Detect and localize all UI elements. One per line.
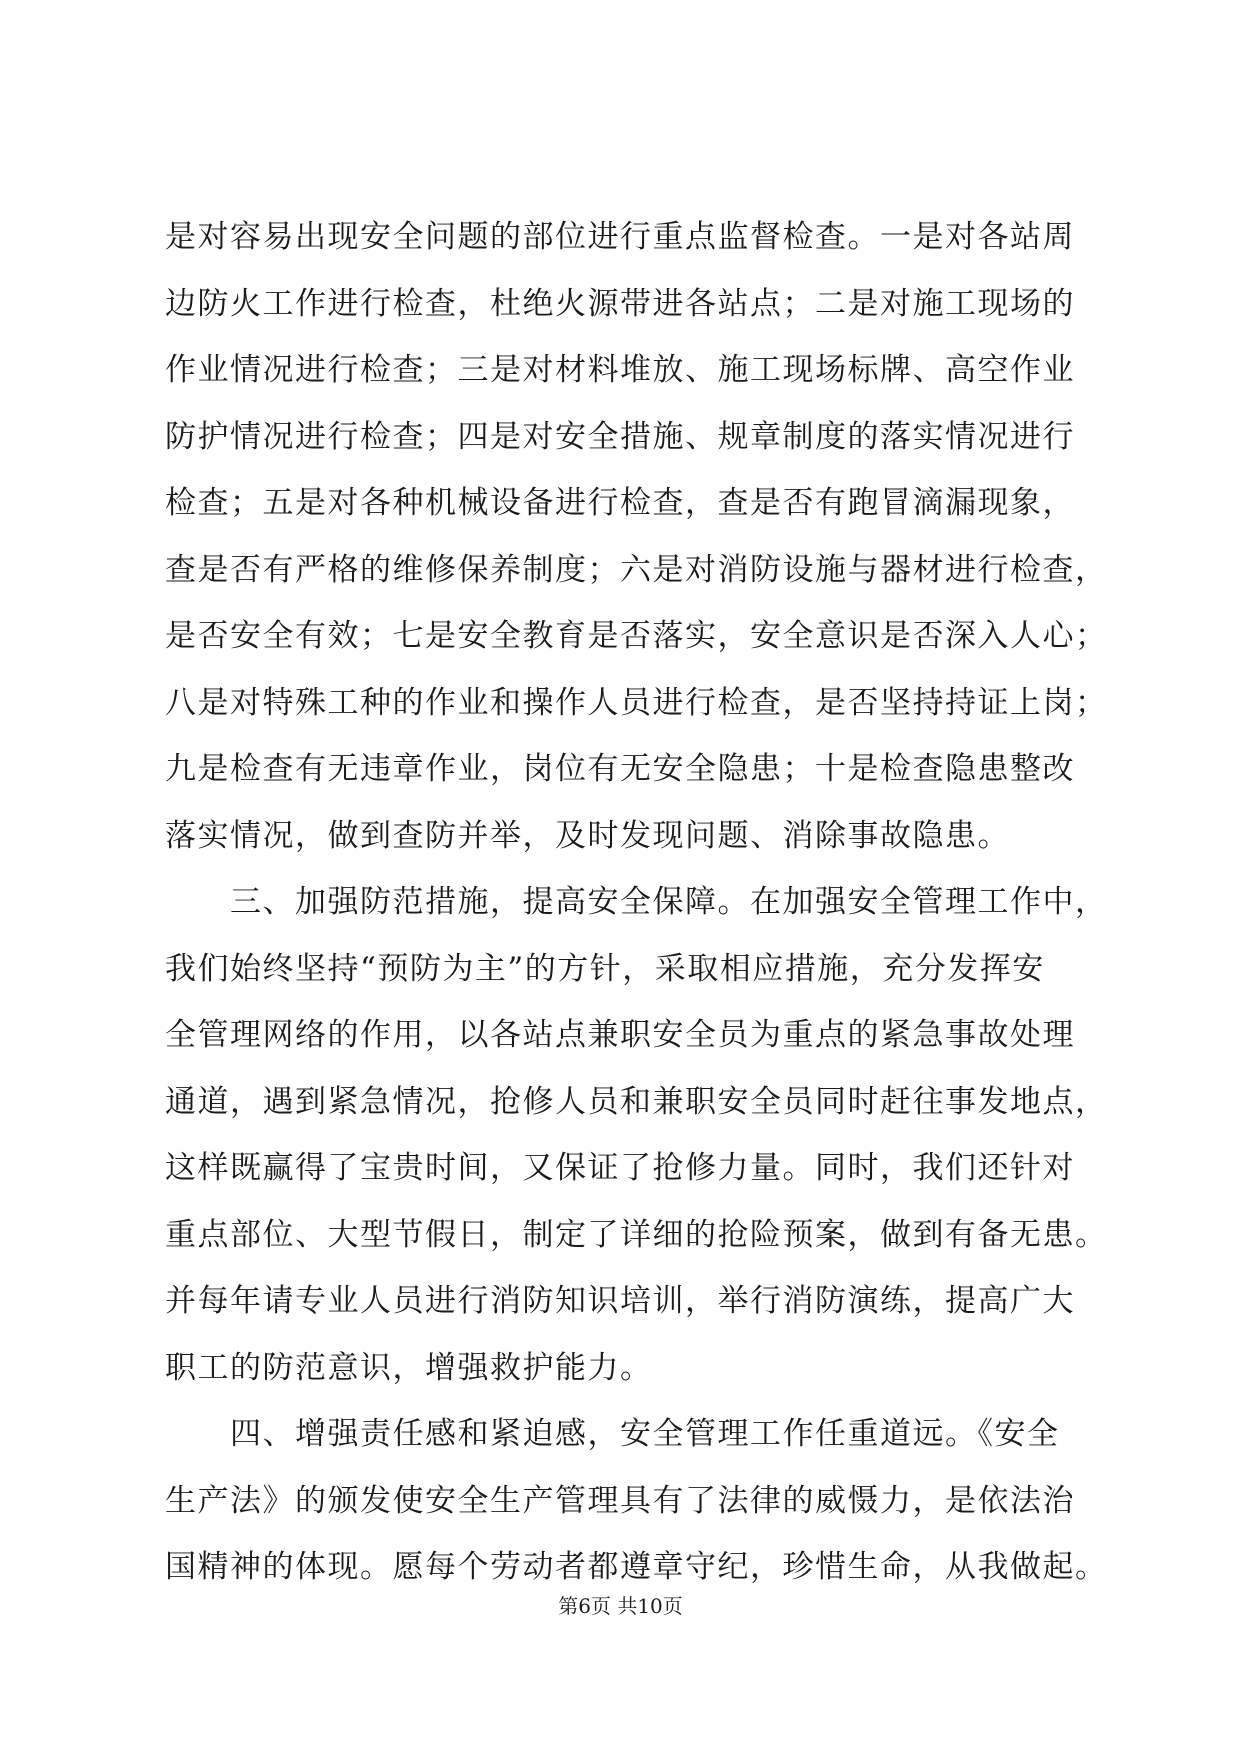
- text-line: 重点部位、大型节假日，制定了详细的抢险预案，做到有备无患。: [165, 1216, 1108, 1253]
- text-line: 防护情况进行检查；四是对安全措施、规章制度的落实情况进行: [165, 418, 1075, 455]
- text-line: 通道，遇到紧急情况，抢修人员和兼职安全员同时赶往事发地点，: [165, 1083, 1108, 1120]
- text-line: 作业情况进行检查；三是对材料堆放、施工现场标牌、高空作业: [165, 352, 1075, 388]
- text-line: 落实情况，做到查防并举，及时发现问题、消除事故隐患。: [165, 817, 1010, 854]
- text-line: 生产法》的颁发使安全生产管理具有了法律的威慑力，是依法治: [165, 1482, 1075, 1519]
- text-line: 我们始终坚持“预防为主”的方针，采取相应措施，充分发挥安: [165, 950, 1045, 987]
- text-line: 四、增强责任感和紧迫感，安全管理工作任重道远。《安全: [165, 1416, 1060, 1452]
- text-line: 三、加强防范措施，提高安全保障。在加强安全管理工作中，: [165, 884, 1108, 920]
- text-line: 九是检查有无违章作业，岗位有无安全隐患；十是检查隐患整改: [165, 751, 1075, 787]
- text-line: 查是否有严格的维修保养制度；六是对消防设施与器材进行检查，: [165, 551, 1108, 588]
- text-line: 国精神的体现。愿每个劳动者都遵章守纪，珍惜生命，从我做起。: [165, 1549, 1108, 1585]
- text-line: 检查；五是对各种机械设备进行检查，查是否有跑冒滴漏现象，: [165, 485, 1075, 521]
- text-line: 是对容易出现安全问题的部位进行重点监督检查。一是对各站周: [165, 219, 1075, 255]
- body-text: [165, 204, 1108, 1601]
- text-line: 这样既赢得了宝贵时间，又保证了抢修力量。同时，我们还针对: [165, 1150, 1075, 1186]
- page-number-footer: 第6页 共10页: [558, 1594, 683, 1618]
- text-line: 边防火工作进行检查，杜绝火源带进各站点；二是对施工现场的: [165, 285, 1075, 322]
- text-line: 并每年请专业人员进行消防知识培训，举行消防演练，提高广大: [165, 1283, 1075, 1319]
- text-line: 职工的防范意识，增强救护能力。: [165, 1349, 653, 1386]
- text-line: 是否安全有效；七是安全教育是否落实，安全意识是否深入人心；: [165, 618, 1108, 654]
- text-line: 全管理网络的作用，以各站点兼职安全员为重点的紧急事故处理: [165, 1017, 1075, 1053]
- text-line: 八是对特殊工种的作业和操作人员进行检查，是否坚持持证上岗；: [165, 684, 1108, 721]
